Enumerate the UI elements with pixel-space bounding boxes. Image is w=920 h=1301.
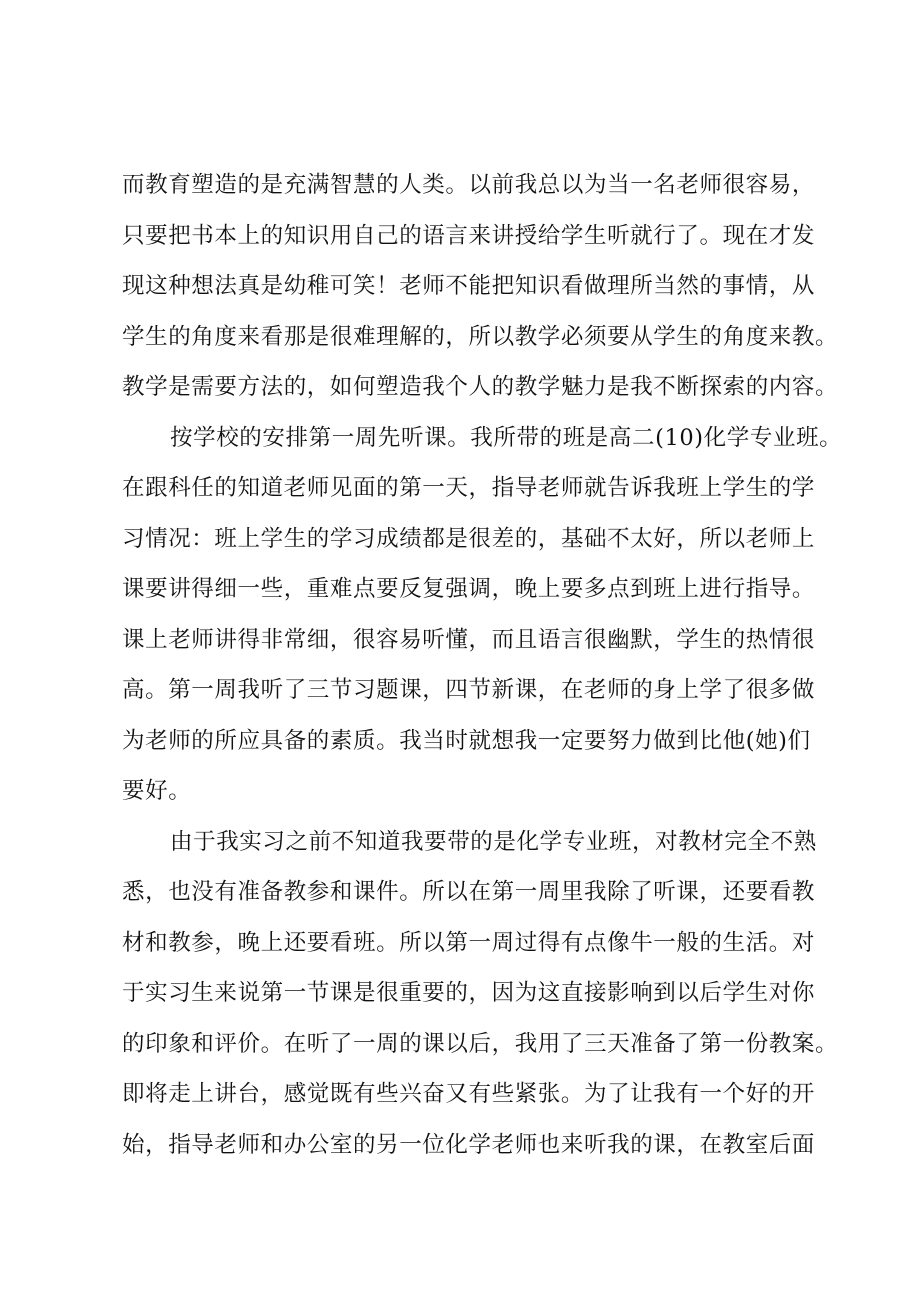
text-line: 现这种想法真是幼稚可笑！老师不能把知识看做理所当然的事情，从	[122, 273, 816, 299]
text-line: 于实习生来说第一节课是很重要的，因为这直接影响到以后学生对你	[122, 980, 816, 1006]
text-line: 的印象和评价。在听了一周的课以后，我用了三天准备了第一份教案。	[122, 1030, 839, 1057]
text-line: 材和教参，晚上还要看班。所以第一周过得有点像牛一般的生活。对	[122, 929, 816, 956]
text-line: 要好。	[122, 778, 192, 804]
text-line: 高。第一周我听了三节习题课，四节新课，在老师的身上学了很多做	[122, 677, 816, 703]
text-line: 悉，也没有准备教参和课件。所以在第一周里我除了听课，还要看教	[122, 879, 816, 905]
body-text	[122, 160, 843, 1170]
text-line: 始，指导老师和办公室的另一位化学老师也来听我的课，在教室后面	[122, 1131, 816, 1158]
text-line: 在跟科任的知道老师见面的第一天，指导老师就告诉我班上学生的学	[122, 475, 816, 501]
text-line: 学生的角度来看那是很难理解的，所以教学必须要从学生的角度来教。	[122, 323, 839, 350]
paragraph-first-line: 按学校的安排第一周先听课。我所带的班是高二(10)化学专业班。	[170, 424, 843, 451]
paragraph-first-line: 由于我实习之前不知道我要带的是化学专业班，对教材完全不熟	[170, 828, 817, 855]
text-line: 只要把书本上的知识用自己的语言来讲授给学生听就行了。现在才发	[122, 222, 816, 249]
text-line: 即将走上讲台，感觉既有些兴奋又有些紧张。为了让我有一个好的开	[122, 1081, 816, 1107]
text-line: 而教育塑造的是充满智慧的人类。以前我总以为当一名老师很容易，	[122, 172, 816, 198]
text-line: 课上老师讲得非常细，很容易听懂，而且语言很幽默，学生的热情很	[122, 626, 816, 653]
text-line: 为老师的所应具备的素质。我当时就想我一定要努力做到比他(她)们	[122, 727, 811, 754]
text-line: 教学是需要方法的，如何塑造我个人的教学魅力是我不断探索的内容。	[122, 374, 839, 400]
text-line: 课要讲得细一些，重难点要反复强调，晚上要多点到班上进行指导。	[122, 576, 816, 602]
text-line: 习情况：班上学生的学习成绩都是很差的，基础不太好，所以老师上	[122, 525, 816, 552]
